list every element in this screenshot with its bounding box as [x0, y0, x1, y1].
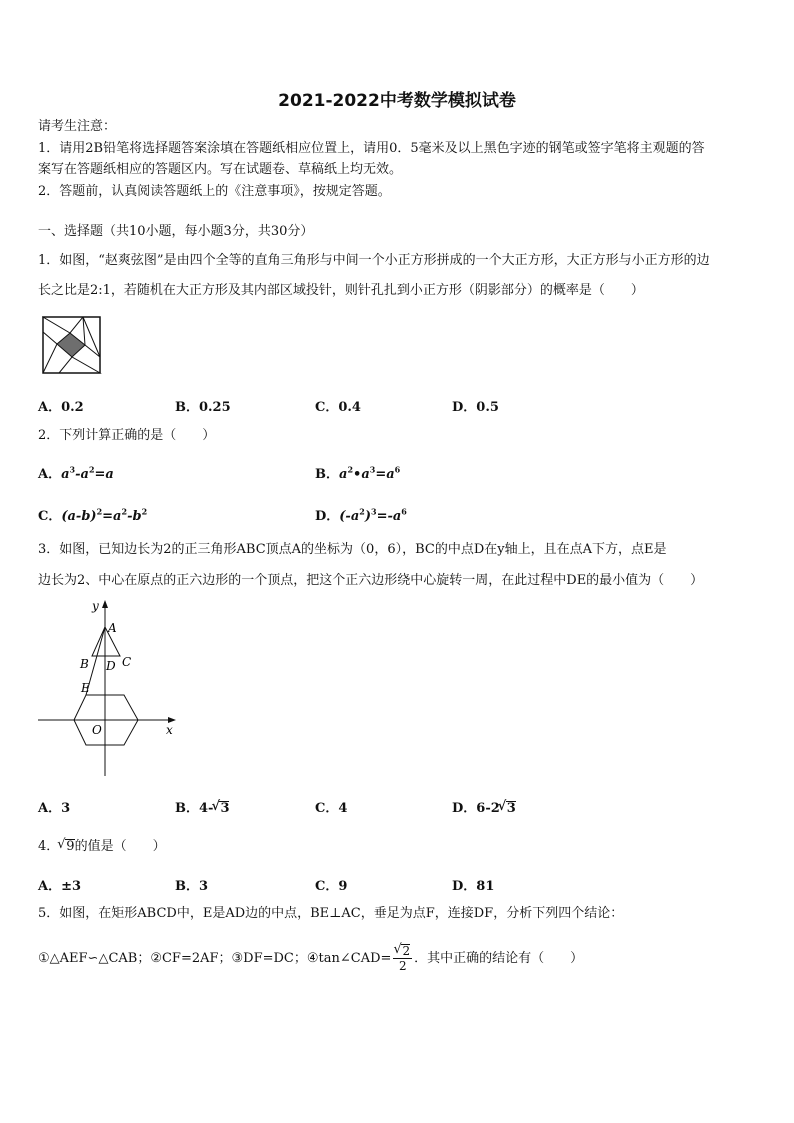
q5-stem-line-2: ①△AEF∽△CAB；②CF=2AF；③DF=DC；④tan∠CAD= √ $\frac{2}{2}$ ．其中正确的结论有（ ）: [38, 944, 583, 973]
q2-option-d: D．$(-a^2)^3=-a^6$: [315, 506, 407, 524]
sqrt-symbol: √ 9: [65, 839, 74, 853]
q2-stem: 2．下列计算正确的是（ ）: [38, 428, 216, 443]
q4-stem: 4．√ 9的值是（ ）: [38, 838, 166, 856]
q3-option-c: C．4: [315, 801, 348, 816]
q3-stem-line-2: 边长为2、中心在原点的正六边形的一个顶点，把这个正六边形绕中心旋转一周，在此过程中DE的最小值为（ ）: [38, 573, 704, 588]
page-title: 2021-2022中考数学模拟试卷: [278, 91, 516, 111]
q2-option-c: C．$(a-b)^2=a^2-b^2$: [38, 506, 148, 524]
point-b-label: B: [80, 657, 89, 671]
q1-stem-line-2: 长之比是2:1，若随机在大正方形及其内部区域投针，则针孔扎到小正方形（阴影部分）的概率是（ ）: [38, 283, 644, 298]
point-d-label: D: [106, 659, 116, 673]
section-heading: 一、选择题（共10小题，每小题3分，共30分）: [38, 224, 314, 239]
axis-y-label: y: [92, 599, 99, 613]
q4-option-a: A．±3: [38, 879, 82, 894]
q4-option-d: D．81: [452, 879, 495, 894]
q5-stem-line-1: 5．如图，在矩形ABCD中，E是AD边的中点，BE⊥AC，垂足为点F，连接DF，分析下列四个结论：: [38, 906, 624, 921]
q3-stem-line-1: 3．如图，已知边长为2的正三角形ABC顶点A的坐标为（0，6），BC的中点D在y轴上，且在点A下方，点E是: [38, 542, 667, 557]
zhao-shuang-figure: [42, 316, 102, 374]
q2-option-a: A．$a^3-a^2=a$: [38, 464, 114, 482]
notice-line-2: 案写在答题纸相应的答题区内。写在试题卷、草稿纸上均无效。: [38, 162, 403, 177]
notice-line-3: 2．答题前，认真阅读答题纸上的《注意事项》，按规定答题。: [38, 184, 391, 199]
q3-option-d: D．6-2√ 3: [452, 797, 516, 816]
q4-option-c: C．9: [315, 879, 348, 894]
sqrt-symbol: √ 2: [401, 944, 410, 958]
notice-line-1: 1．请用2B铅笔将选择题答案涂填在答题纸相应位置上，请用0．5毫米及以上黑色字迹的钢笔或签字笔将主观题的答: [38, 141, 705, 156]
hexagon-triangle-figure: [34, 598, 184, 780]
origin-label: O: [92, 723, 102, 737]
point-a-label: A: [108, 621, 117, 635]
q3-option-b: B．4-√ 3: [175, 797, 229, 816]
axis-x-label: x: [166, 723, 173, 737]
fraction-sqrt2-over-2: √ $\frac{2}{2}$: [393, 944, 412, 973]
sqrt-symbol: √ 3: [506, 801, 516, 815]
point-c-label: C: [122, 655, 132, 669]
q1-option-d: D．0.5: [452, 400, 499, 415]
q1-option-b: B．0.25: [175, 400, 231, 415]
notice-heading: 请考生注意：: [38, 119, 117, 134]
q1-stem-line-1: 1．如图，“赵爽弦图”是由四个全等的直角三角形与中间一个小正方形拼成的一个大正方形，大正方形与小正方形的边: [38, 253, 710, 268]
q1-option-c: C．0.4: [315, 400, 361, 415]
point-e-label: E: [81, 681, 90, 695]
sqrt-symbol: √ 3: [219, 801, 229, 815]
q1-option-a: A．0.2: [38, 400, 84, 415]
q4-option-b: B．3: [175, 879, 209, 894]
q2-option-b: B．$a^2•a^3=a^6$: [315, 464, 401, 482]
q3-option-a: A．3: [38, 801, 71, 816]
